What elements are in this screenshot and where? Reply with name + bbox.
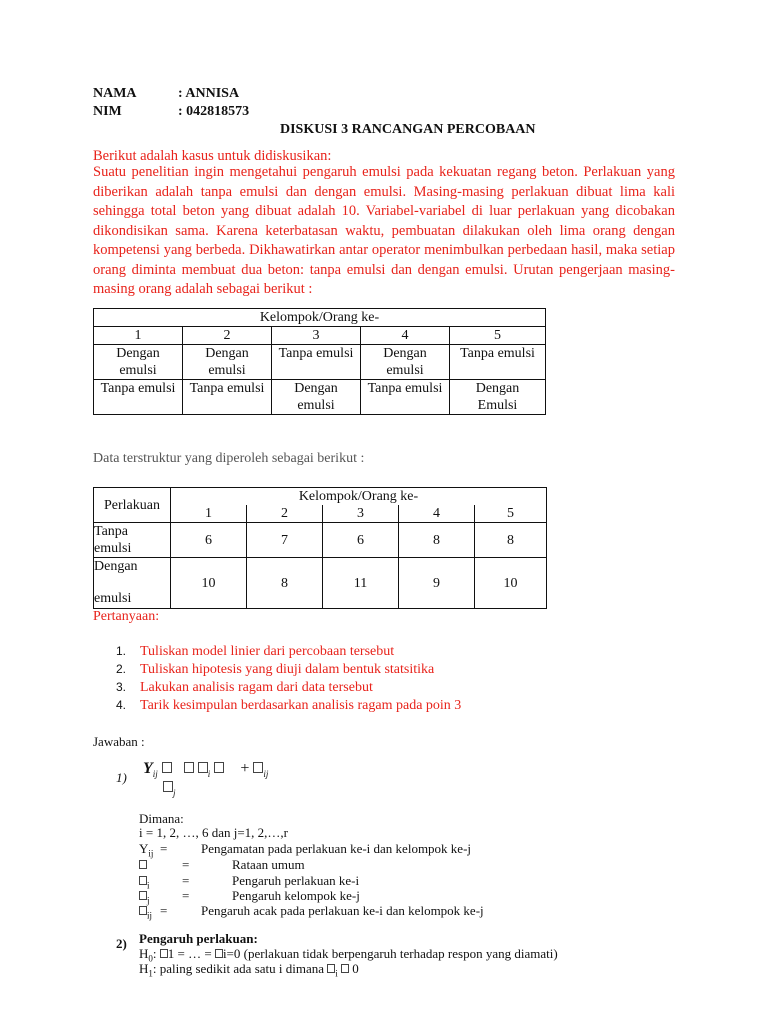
data-intro: Data terstruktur yang diperoleh sebagai berikut :: [93, 451, 365, 466]
list-item: [116, 678, 461, 696]
row-label-line: Dengan: [94, 559, 138, 574]
list-number: 3.: [116, 680, 127, 694]
index-definition: i = 1, 2, …, 6 dan j=1, 2,…,r: [139, 825, 288, 840]
list-text: Lakukan analisis ragam dari data tersebut: [140, 680, 373, 695]
def-row: [139, 841, 153, 859]
col-header: 4: [399, 505, 475, 523]
table-cell: 10: [171, 558, 247, 609]
row-label: [94, 523, 171, 558]
h1-i: i: [335, 968, 338, 979]
list-text: Tuliskan model linier dari percobaan tersebut: [140, 644, 395, 659]
missing-glyph-icon: [198, 762, 208, 773]
table-cell: Tanpa emulsi: [361, 380, 450, 415]
questions-list: [116, 642, 461, 714]
table-cell: 11: [323, 558, 399, 609]
row-label: [94, 558, 171, 609]
table-cell: Dengan emulsi: [183, 345, 272, 380]
model-j-sub: j: [173, 788, 176, 799]
table-row: [94, 327, 546, 345]
table-cell: 7: [247, 523, 323, 558]
h1-end: 0: [352, 961, 359, 976]
def-eq: =: [160, 841, 168, 856]
model-y-sub: ij: [152, 769, 158, 780]
col-header: 2: [183, 327, 272, 345]
hypothesis-title: Pengaruh perlakuan:: [139, 931, 258, 946]
missing-glyph-icon: [253, 762, 263, 773]
h1-text: : paling sedikit ada satu i dimana: [152, 961, 328, 976]
def-symbol: Y: [139, 841, 149, 856]
model-i-sub: i: [207, 769, 211, 780]
table-data: [93, 487, 547, 609]
def-row: [139, 903, 152, 921]
table-row: [94, 345, 546, 380]
missing-glyph-icon: [341, 964, 349, 973]
answer-title: Jawaban :: [93, 734, 145, 749]
dimana-label: Dimana:: [139, 811, 184, 826]
h0-colon: :: [152, 946, 157, 961]
list-item: [116, 642, 461, 660]
col-header: 3: [272, 327, 361, 345]
model-equation: [143, 760, 268, 779]
def-sub: i: [147, 880, 150, 891]
col-header: 1: [94, 327, 183, 345]
h0-label: H: [139, 946, 149, 961]
list-item: [116, 696, 461, 714]
def-desc: Pengaruh acak pada perlakuan ke-i dan kelompok ke-j: [201, 903, 484, 918]
missing-glyph-icon: [215, 949, 223, 958]
table-row: [94, 380, 546, 415]
list-text: Tarik kesimpulan berdasarkan analisis ragam pada poin 3: [140, 698, 462, 713]
missing-glyph-icon: [160, 949, 168, 958]
nama-value: : ANNISA: [178, 86, 240, 101]
model-y: Y: [143, 760, 153, 777]
table-data-corner: Perlakuan: [94, 488, 171, 523]
missing-glyph-icon: [139, 906, 147, 915]
def-eq: =: [160, 903, 168, 918]
list-number: 2.: [116, 662, 127, 676]
table-cell: 6: [323, 523, 399, 558]
table-cell: 9: [399, 558, 475, 609]
table-cell: Dengan emulsi: [94, 345, 183, 380]
table-cell: 8: [247, 558, 323, 609]
table-cell: 8: [475, 523, 547, 558]
def-eq: =: [182, 857, 190, 872]
def-eq: =: [182, 873, 190, 888]
col-header: 4: [361, 327, 450, 345]
h0-rest: i=0 (perlakuan tidak berpengaruh terhadap respon yang diamati): [222, 946, 558, 961]
table-cell: Dengan emulsi: [272, 380, 361, 415]
nim-label: NIM: [93, 104, 122, 119]
questions-title: Pertanyaan:: [93, 609, 160, 624]
row-label-line: emulsi: [94, 541, 132, 556]
list-item: [116, 660, 461, 678]
table-order-header: Kelompok/Orang ke-: [94, 309, 546, 327]
missing-glyph-icon: [139, 876, 147, 885]
case-body: Suatu penelitian ingin mengetahui pengaruh emulsi pada kekuatan regang beton. Perlakuan yang diberikan adalah tanpa emulsi dan dengan emulsi. Masing-masing perlakuan dibuat lima kali sehingga total beton yang dibuat adalah 10. Variabel-variabel di luar perlakuan yang dicobakan dikondisikan sama. Karena keterbatasan waktu, pembuatan dilakukan oleh lima orang dengan kompetensi yang berbeda. Dikhawatirkan antar operator menimbulkan perbedaan hasil, maka setiap orang diminta membuat dua beton: tanpa emulsi dan dengan emulsi. Urutan pengerjaan masing-masing orang adalah sebagai berikut :: [93, 164, 675, 297]
nim-value: : 042818573: [178, 104, 250, 119]
h1-line: [139, 961, 359, 979]
table-cell: Dengan emulsi: [361, 345, 450, 380]
col-header: 3: [323, 505, 399, 523]
def-sub: j: [147, 895, 150, 906]
table-cell: Tanpa emulsi: [272, 345, 361, 380]
def-row: [139, 857, 147, 873]
table-cell: 6: [171, 523, 247, 558]
row-label-line: emulsi: [94, 591, 132, 606]
def-desc: Pengaruh kelompok ke-j: [232, 888, 360, 903]
missing-glyph-icon: [139, 860, 147, 869]
h1-sub: 1: [148, 968, 153, 979]
answer-number-2: 2): [116, 936, 127, 951]
page-title: DISKUSI 3 RANCANGAN PERCOBAAN: [280, 122, 536, 137]
missing-glyph-icon: [139, 891, 147, 900]
nama-label: NAMA: [93, 86, 137, 101]
missing-glyph-icon: [184, 762, 194, 773]
table-row: [94, 523, 547, 558]
table-data-header: Kelompok/Orang ke-: [171, 488, 547, 506]
def-desc: Pengamatan pada perlakuan ke-i dan kelompok ke-j: [201, 841, 472, 856]
model-ij-sub: ij: [263, 769, 269, 780]
def-sub: ij: [148, 848, 154, 859]
missing-glyph-icon: [162, 762, 172, 773]
list-number: 4.: [116, 698, 127, 712]
case-intro: Berikut adalah kasus untuk didiskusikan:: [93, 148, 332, 164]
table-cell: Tanpa emulsi: [94, 380, 183, 415]
missing-glyph-icon: [214, 762, 224, 773]
list-number: 1.: [116, 644, 127, 658]
table-row: [94, 558, 547, 609]
list-text: Tuliskan hipotesis yang diuji dalam bentuk statsitika: [140, 662, 435, 677]
h0-mid: 1 = … =: [167, 946, 215, 961]
table-order: [93, 308, 546, 415]
missing-glyph-icon: [163, 781, 173, 792]
def-sub: ij: [147, 910, 153, 921]
model-plus: +: [240, 760, 250, 777]
h1-label: H: [139, 961, 149, 976]
col-header: 1: [171, 505, 247, 523]
table-cell: Tanpa emulsi: [450, 345, 546, 380]
def-desc: Pengaruh perlakuan ke-i: [232, 873, 360, 888]
def-eq: =: [182, 888, 190, 903]
answer-number-1: 1): [116, 770, 127, 785]
h0-sub: 0: [148, 953, 153, 964]
table-cell: 10: [475, 558, 547, 609]
col-header: 5: [450, 327, 546, 345]
def-desc: Rataan umum: [232, 857, 305, 872]
table-cell: Tanpa emulsi: [183, 380, 272, 415]
table-cell: Dengan Emulsi: [450, 380, 546, 415]
row-label-line: Tanpa: [94, 524, 129, 539]
col-header: 5: [475, 505, 547, 523]
col-header: 2: [247, 505, 323, 523]
model-equation-line2: [163, 779, 176, 798]
table-cell: 8: [399, 523, 475, 558]
